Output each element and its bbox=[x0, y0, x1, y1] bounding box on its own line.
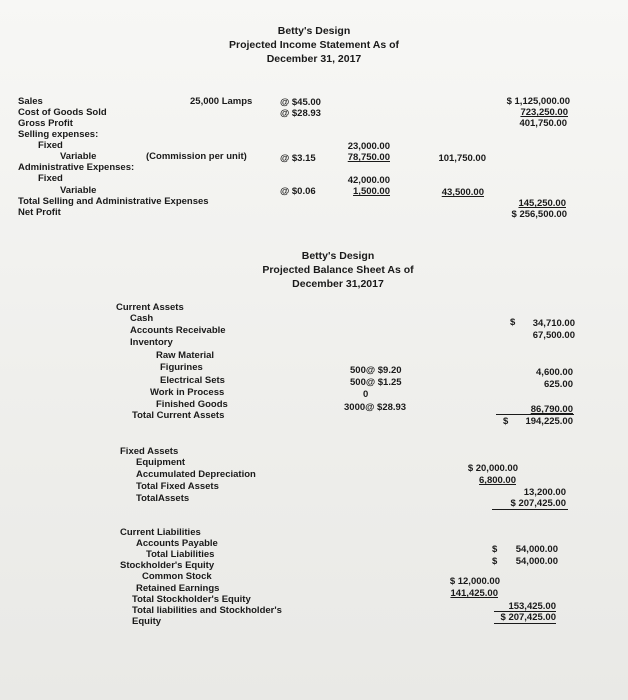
income-title-statement: Projected Income Statement As of bbox=[229, 39, 399, 51]
selling-expenses-label: Selling expenses: bbox=[18, 129, 99, 140]
selling-variable-label: Variable bbox=[60, 151, 97, 162]
equipment-amount: $ 20,000.00 bbox=[467, 463, 518, 474]
total-liabilities-equity-label-2: Equity bbox=[132, 616, 162, 627]
common-stock-label: Common Stock bbox=[142, 571, 212, 582]
total-stockholders-equity-label: Total Stockholder's Equity bbox=[132, 594, 251, 605]
work-in-process-calc: 0 bbox=[363, 389, 369, 400]
rule-equity-total bbox=[494, 623, 556, 624]
admin-variable-label: Variable bbox=[60, 185, 97, 196]
cogs-label: Cost of Goods Sold bbox=[18, 107, 107, 118]
total-liabilities-equity-label-1: Total liabilities and Stockholder's bbox=[132, 605, 282, 616]
rule-current-assets bbox=[496, 414, 574, 415]
total-current-assets-amount: 194,225.00 bbox=[525, 416, 573, 427]
sales-total: $ 1,125,000.00 bbox=[506, 96, 570, 107]
total-fixed-assets-label: Total Fixed Assets bbox=[136, 481, 219, 492]
retained-earnings-amount: 141,425.00 bbox=[450, 588, 498, 599]
admin-expenses-label: Administrative Expenses: bbox=[18, 162, 135, 173]
net-profit-label: Net Profit bbox=[18, 207, 61, 218]
inventory-label: Inventory bbox=[130, 337, 173, 348]
finished-goods-label: Finished Goods bbox=[156, 399, 228, 410]
finished-goods-amount: 86,790.00 bbox=[530, 404, 573, 415]
admin-fixed-label: Fixed bbox=[38, 173, 63, 184]
figurines-label: Figurines bbox=[160, 362, 203, 373]
sales-label: Sales bbox=[18, 96, 43, 107]
fixed-assets-label: Fixed Assets bbox=[120, 446, 179, 457]
net-profit-total: $ 256,500.00 bbox=[511, 209, 567, 220]
accounts-receivable-amount: 67,500.00 bbox=[532, 330, 575, 341]
total-liabilities-dollar: $ bbox=[492, 556, 498, 567]
cogs-total: 723,250.00 bbox=[520, 107, 568, 118]
selling-variable-rate: @ $3.15 bbox=[280, 153, 316, 164]
stockholders-equity-label: Stockholder's Equity bbox=[120, 560, 215, 571]
selling-fixed-label: Fixed bbox=[38, 140, 63, 151]
accounts-receivable-label: Accounts Receivable bbox=[130, 325, 226, 336]
income-title-company: Betty's Design bbox=[277, 25, 351, 37]
selling-fixed-amount: 23,000.00 bbox=[347, 141, 390, 152]
current-assets-label: Current Assets bbox=[116, 302, 184, 313]
gross-profit-total: 401,750.00 bbox=[519, 118, 567, 129]
total-assets-label: TotalAssets bbox=[136, 493, 190, 504]
selling-variable-amount: 78,750.00 bbox=[347, 152, 390, 163]
current-liabilities-label: Current Liabilities bbox=[120, 527, 201, 538]
equipment-label: Equipment bbox=[136, 457, 186, 468]
figurines-amount: 4,600.00 bbox=[536, 367, 573, 378]
total-fixed-assets-amount: 13,200.00 bbox=[523, 487, 566, 498]
rule-total-assets bbox=[492, 509, 568, 510]
cash-amount: 34,710.00 bbox=[532, 318, 575, 329]
common-stock-amount: $ 12,000.00 bbox=[449, 576, 500, 587]
accumulated-depreciation-amount: 6,800.00 bbox=[479, 475, 516, 486]
electrical-sets-calc: 500@ $1.25 bbox=[350, 377, 402, 388]
total-current-assets-dollar: $ bbox=[503, 416, 509, 427]
selling-variable-note: (Commission per unit) bbox=[146, 151, 247, 162]
admin-fixed-amount: 42,000.00 bbox=[347, 175, 390, 186]
balance-title-date: December 31,2017 bbox=[292, 278, 384, 290]
selling-total: 101,750.00 bbox=[438, 153, 486, 164]
income-title-date: December 31, 2017 bbox=[266, 53, 362, 65]
admin-variable-rate: @ $0.06 bbox=[280, 186, 316, 197]
balance-title-statement: Projected Balance Sheet As of bbox=[262, 264, 414, 276]
total-liabilities-amount: 54,000.00 bbox=[515, 556, 558, 567]
retained-earnings-label: Retained Earnings bbox=[136, 583, 220, 594]
cash-dollar-sign: $ bbox=[510, 317, 516, 328]
admin-total: 43,500.00 bbox=[441, 187, 484, 198]
admin-variable-amount: 1,500.00 bbox=[353, 186, 390, 197]
raw-material-label: Raw Material bbox=[156, 350, 215, 361]
total-stockholders-equity-amount: 153,425.00 bbox=[508, 601, 556, 612]
finished-goods-calc: 3000@ $28.93 bbox=[344, 402, 407, 413]
cash-label: Cash bbox=[130, 313, 154, 324]
sales-rate: @ $45.00 bbox=[280, 97, 321, 108]
electrical-sets-label: Electrical Sets bbox=[160, 375, 225, 386]
accounts-payable-amount: 54,000.00 bbox=[515, 544, 558, 555]
cogs-rate: @ $28.93 bbox=[280, 108, 321, 119]
electrical-sets-amount: 625.00 bbox=[543, 379, 573, 390]
total-liabilities-label: Total Liabilities bbox=[146, 549, 215, 560]
accounts-payable-label: Accounts Payable bbox=[136, 538, 218, 549]
rule-equity-sub bbox=[494, 611, 556, 612]
gross-profit-label: Gross Profit bbox=[18, 118, 73, 129]
total-selling-admin-label: Total Selling and Administrative Expenses bbox=[18, 196, 209, 207]
total-assets-amount: $ 207,425.00 bbox=[510, 498, 566, 509]
total-current-assets-label: Total Current Assets bbox=[132, 410, 225, 421]
total-liabilities-equity-amount: $ 207,425.00 bbox=[500, 612, 556, 623]
sales-quantity: 25,000 Lamps bbox=[190, 96, 253, 107]
figurines-calc: 500@ $9.20 bbox=[350, 365, 402, 376]
balance-title-company: Betty's Design bbox=[301, 250, 375, 262]
accumulated-depreciation-label: Accumulated Depreciation bbox=[136, 469, 256, 480]
work-in-process-label: Work in Process bbox=[150, 387, 225, 398]
accounts-payable-dollar: $ bbox=[492, 544, 498, 555]
total-selling-admin-total: 145,250.00 bbox=[518, 198, 566, 209]
